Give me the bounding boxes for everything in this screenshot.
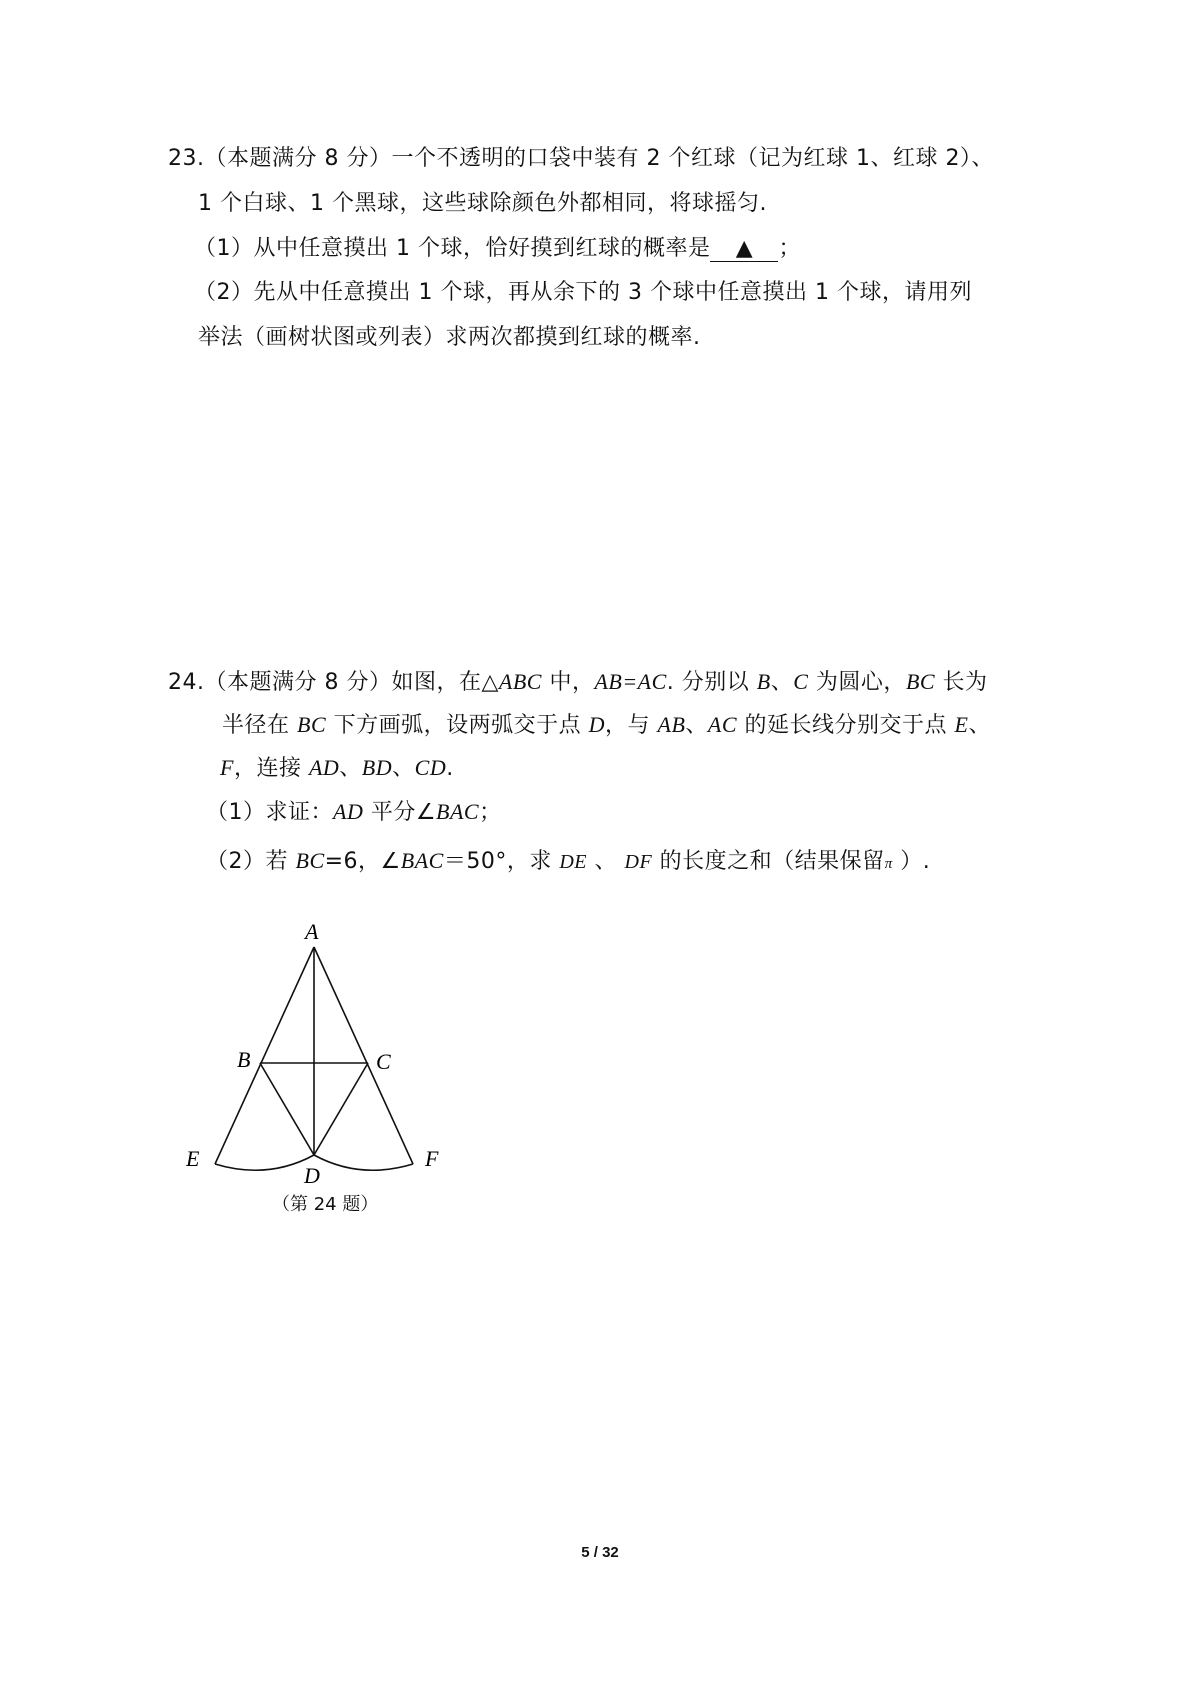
math: CD [414,755,447,780]
text: . 分别以 [666,670,757,695]
math: AB [657,712,686,737]
page-number: 5 / 32 [581,1544,619,1561]
text: ，连接 [233,756,309,781]
text: ； [479,800,502,825]
text: 、 [685,713,708,738]
text: =6，∠ [324,849,401,874]
math: D [588,712,606,737]
math: AB=AC [594,669,667,694]
math: C [793,669,809,694]
q23-part-1-text: （1）从中任意摸出 1 个球，恰好摸到红球的概率是 [194,236,711,261]
text: 为圆心， [808,670,906,695]
label-E: E [186,1146,200,1171]
answer-blank [710,237,778,262]
line-CD [314,1063,368,1155]
math: E [954,712,969,737]
text: 、 [392,756,415,781]
text: 、 [770,670,794,695]
q24-line-3 [220,753,454,784]
label-F: F [425,1146,439,1171]
text: 、 [339,756,362,781]
text: ，与 [605,713,658,738]
q23-part-2-line-1: （2）先从中任意摸出 1 个球，再从余下的 3 个球中任意摸出 1 个球，请用列 [194,280,972,305]
label-B: B [237,1047,251,1072]
math: BC [297,712,327,737]
label-C: C [376,1049,391,1074]
q23-line-2: 1 个白球、1 个黑球，这些球除颜色外都相同，将球摇匀. [198,191,767,216]
q23-part-2-line-2: 举法（画树状图或列表）求两次都摸到红球的概率. [198,325,701,350]
text: 平分∠ [363,800,437,825]
geometry-figure [180,910,480,1230]
text: （1）求证： [206,800,333,825]
q24-line-2 [222,710,991,741]
line-BD [260,1063,314,1155]
text: 的长度之和（结果保留 [652,849,885,874]
line-AF [314,947,413,1164]
math: BAC [400,848,444,873]
pi-symbol: π [884,856,893,872]
line-AE [215,947,314,1164]
math: BC [905,669,936,694]
arc-de: DE [559,851,588,873]
label-A: A [305,919,319,944]
math: BD [361,755,393,780]
text: 的延长线分别交于点 [737,713,955,738]
math: BAC [436,799,480,824]
q23-part-1-end: ； [778,236,801,261]
text: 、 [587,849,625,874]
text: 24.（本题满分 8 分）如图，在△ [168,670,499,695]
math: B [756,669,771,694]
math: F [220,755,234,780]
text: 长为 [935,670,988,695]
q24-part-1 [206,797,502,828]
arc-DF [314,1155,413,1170]
text: 半径在 [222,713,297,738]
figure-caption: （第 24 题） [272,1194,379,1215]
q23-line-1: 23.（本题满分 8 分）一个不透明的口袋中装有 2 个红球（记为红球 1、红球 2）、 [168,146,994,171]
triangle-marker-icon: ▲ [735,236,754,261]
text: 、 [968,713,992,738]
q24-part-2 [206,846,930,879]
arc-ED [215,1155,314,1170]
arc-df: DF [624,851,653,873]
math: AC [707,712,738,737]
q24-line-1 [168,667,988,698]
math: AD [308,755,340,780]
q23-part-1 [194,234,801,264]
text: （2）若 [206,849,296,874]
text: ＝50°，求 [443,849,560,874]
math: BC [295,848,325,873]
label-D: D [304,1163,320,1188]
text: 中， [541,670,595,695]
text: ）. [892,849,931,874]
text: 下方画弧，设两弧交于点 [326,713,589,738]
text: . [446,756,454,781]
math: AD [333,799,364,824]
math: ABC [498,669,542,694]
